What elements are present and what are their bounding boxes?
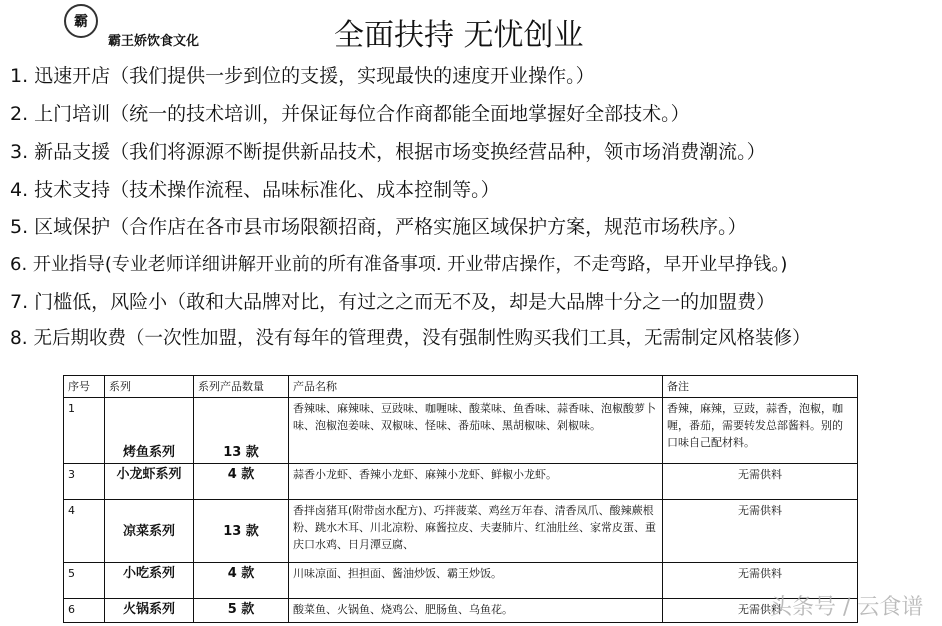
logo	[64, 4, 98, 38]
note: 香辣，麻辣，豆豉，蒜香，泡椒，咖喱，番茄，需要转发总部酱料。别的口味自己配材料。	[663, 398, 858, 464]
product-count: 5 款	[194, 599, 289, 623]
row-number: 6	[64, 599, 105, 623]
series-name: 小吃系列	[105, 563, 194, 599]
table-row	[64, 599, 858, 623]
list-item: 5. 区域保护（合作店在各市县市场限额招商，严格实施区域保护方案，规范市场秩序。）	[10, 216, 747, 238]
table-row	[64, 398, 858, 464]
watermark: 头条号 / 云食谱	[770, 595, 924, 620]
product-names: 川味凉面、担担面、酱油炒饭、霸王炒饭。	[289, 563, 663, 599]
page-title: 全面扶持 无忧创业	[334, 18, 584, 53]
row-number: 1	[64, 398, 105, 464]
header-cell: 系列产品数量	[194, 376, 289, 398]
note: 无需供料	[663, 563, 858, 599]
header-cell: 序号	[64, 376, 105, 398]
product-table	[63, 375, 858, 623]
product-names: 酸菜鱼、火锅鱼、烧鸡公、肥肠鱼、乌鱼花。	[289, 599, 663, 623]
series-name: 凉菜系列	[105, 500, 194, 563]
header-cell: 产品名称	[289, 376, 663, 398]
product-count: 4 款	[194, 464, 289, 500]
note: 无需供料	[663, 464, 858, 500]
table-row	[64, 500, 858, 563]
list-item: 6. 开业指导(专业老师详细讲解开业前的所有准备事项. 开业带店操作，不走弯路，早开业早挣钱。)	[10, 254, 788, 275]
row-number: 3	[64, 464, 105, 500]
brand-name: 霸王娇饮食文化	[108, 34, 200, 49]
product-count: 4 款	[194, 563, 289, 599]
product-count: 13 款	[194, 500, 289, 563]
series-name: 火锅系列	[105, 599, 194, 623]
note: 无需供料	[663, 599, 858, 623]
series-name: 烤鱼系列	[105, 398, 194, 464]
row-number: 5	[64, 563, 105, 599]
list-item: 1. 迅速开店（我们提供一步到位的支援，实现最快的速度开业操作。）	[10, 65, 595, 87]
table-row	[64, 464, 858, 500]
header-cell: 备注	[663, 376, 858, 398]
series-name: 小龙虾系列	[105, 464, 194, 500]
product-names: 蒜香小龙虾、香辣小龙虾、麻辣小龙虾、鲜椒小龙虾。	[289, 464, 663, 500]
list-item: 8. 无后期收费（一次性加盟，没有每年的管理费，没有强制性购买我们工具，无需制定风格装修）	[10, 328, 811, 349]
table-header	[64, 376, 858, 398]
table-row	[64, 563, 858, 599]
product-names: 香辣味、麻辣味、豆豉味、咖喱味、酸菜味、鱼香味、蒜香味、泡椒酸萝卜味、泡椒泡姜味、双椒味、怪味、番茄味、黑胡椒味、剁椒味。	[289, 398, 663, 464]
logo-text: 霸	[74, 14, 88, 30]
note: 无需供料	[663, 500, 858, 563]
list-item: 7. 门槛低，风险小（敢和大品牌对比，有过之之而无不及，却是大品牌十分之一的加盟费）	[10, 291, 776, 313]
list-item: 2. 上门培训（统一的技术培训，并保证每位合作商都能全面地掌握好全部技术。）	[10, 103, 690, 125]
product-count: 13 款	[194, 398, 289, 464]
row-number: 4	[64, 500, 105, 563]
product-names: 香拌卤猪耳(附带卤水配方)、巧拌菠菜、鸡丝万年春、清香凤爪、酸辣蕨根粉、跳水木耳、川北凉粉、麻酱拉皮、夫妻肺片、红油肚丝、家常皮蛋、重庆口水鸡、日月潭豆腐、	[289, 500, 663, 563]
list-item: 4. 技术支持（技术操作流程、品味标准化、成本控制等。）	[10, 179, 500, 201]
header-cell: 系列	[105, 376, 194, 398]
list-item: 3. 新品支援（我们将源源不断提供新品技术，根据市场变换经营品种，领市场消费潮流。）	[10, 141, 766, 163]
